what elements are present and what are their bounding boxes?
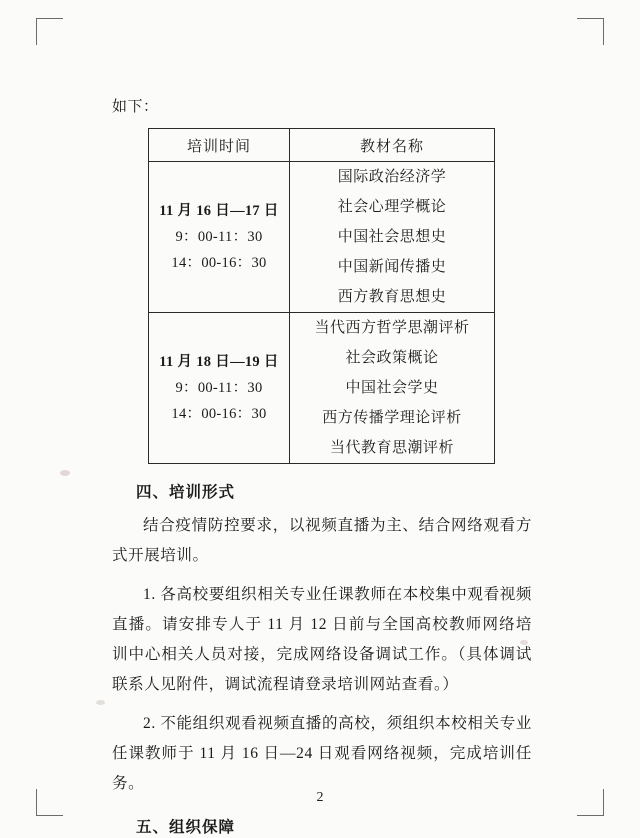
paragraph-training-format-item-2: 2. 不能组织观看视频直播的高校，须组织本校相关专业任课教师于 11 月 16 日—24 日观看网络视频，完成培训任务。 <box>112 715 532 792</box>
section-heading-organization: 五、组织保障 <box>136 819 236 836</box>
column-header-material: 教材名称 <box>290 129 495 162</box>
schedule-slot: 14：00-16：30 <box>171 255 267 271</box>
material-item: 中国社会学史 <box>345 380 439 396</box>
schedule-date: 11 月 18 日—19 日 <box>159 354 279 370</box>
schedule-slot: 14：00-16：30 <box>171 406 267 422</box>
material-item: 中国新闻传播史 <box>337 259 447 275</box>
table-row <box>149 162 495 313</box>
column-header-time: 培训时间 <box>149 129 290 162</box>
material-list-cell <box>290 162 495 313</box>
material-item: 国际政治经济学 <box>337 169 447 185</box>
material-item: 西方传播学理论评析 <box>322 410 462 426</box>
material-list-cell <box>290 313 495 464</box>
section-heading-training-format: 四、培训形式 <box>136 484 236 501</box>
material-item: 社会心理学概论 <box>337 199 447 215</box>
lead-line: 如下： <box>112 99 159 115</box>
schedule-date: 11 月 16 日—17 日 <box>159 203 279 219</box>
material-item: 社会政策概论 <box>345 350 439 366</box>
scan-artifact <box>60 470 70 476</box>
schedule-slot: 9：00-11：30 <box>175 229 263 245</box>
scan-artifact <box>96 700 105 705</box>
page-number: 2 <box>316 790 324 805</box>
document-body <box>112 96 532 837</box>
material-item: 当代教育思潮评析 <box>329 440 454 456</box>
material-item: 当代西方哲学思潮评析 <box>314 320 470 336</box>
schedule-time-cell <box>149 313 290 464</box>
table-header-row <box>149 129 495 162</box>
table-row <box>149 313 495 464</box>
crop-mark-top-left <box>36 18 63 45</box>
paragraph-training-format-intro: 结合疫情防控要求，以视频直播为主、结合网络观看方式开展培训。 <box>112 517 532 564</box>
schedule-slot: 9：00-11：30 <box>175 380 263 396</box>
training-schedule-table <box>148 128 495 464</box>
material-item: 中国社会思想史 <box>337 229 447 245</box>
paragraph-training-format-item-1: 1. 各高校要组织相关专业任课教师在本校集中观看视频直播。请安排专人于 11 月 12 日前与全国高校教师网络培训中心相关人员对接，完成网络设备调试工作。（具体调试联系人见附件，调试流程请登录培训网站查看。） <box>112 586 532 693</box>
material-item: 西方教育思想史 <box>337 289 447 305</box>
crop-mark-top-right <box>577 18 604 45</box>
schedule-time-cell <box>149 162 290 313</box>
